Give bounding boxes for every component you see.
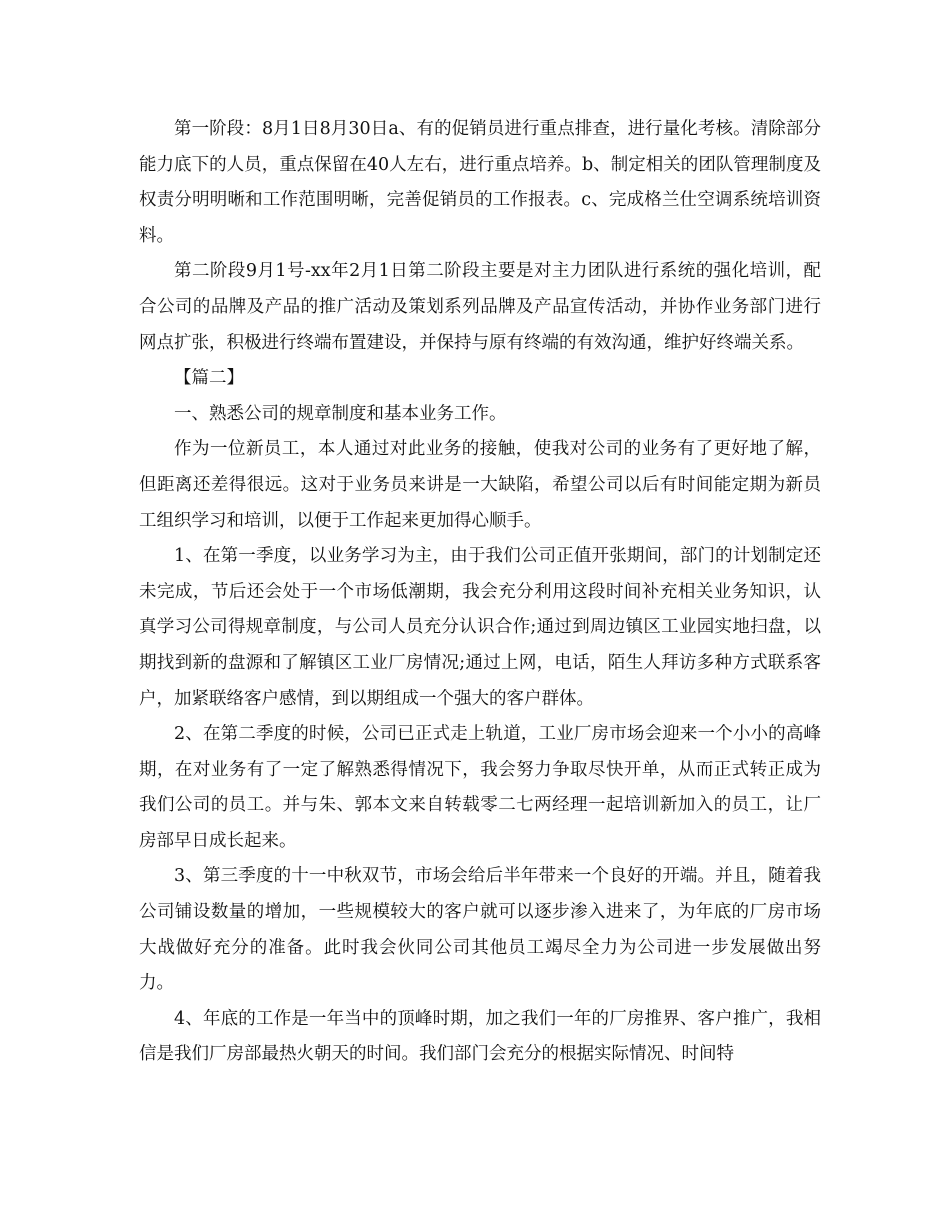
paragraph-stage-one: 第一阶段：8月1日8月30日a、有的促销员进行重点排查，进行量化考核。清除部分能力底下的人员，重点保留在40人左右，进行重点培养。b、制定相关的团队管理制度及权责分明明晰和工作范围明晰，完善促销员的工作报表。c、完成格兰仕空调系统培训资料。 (139, 119, 821, 246)
paragraph-quarter-one: 1、在第一季度，以业务学习为主，由于我们公司正值开张期间，部门的计划制定还未完成，节后还会处于一个市场低潮期，我会充分利用这段时间补充相关业务知识，认真学习公司得规章制度，与公司人员充分认识合作;通过到周边镇区工业园实地扫盘，以期找到新的盘源和了解镇区工业厂房情况;通过上网，电话，陌生人拜访多种方式联系客户，加紧联络客户感情，到以期组成一个强大的客户群体。 (139, 546, 821, 709)
paragraph-quarter-three: 3、第三季度的十一中秋双节，市场会给后半年带来一个良好的开端。并且，随着我公司铺设数量的增加，一些规模较大的客户就可以逐步渗入进来了，为年底的厂房市场大战做好充分的准备。此时我会伙同公司其他员工竭尽全力为公司进一步发展做出努力。 (139, 866, 821, 994)
section-heading: 【篇二】 (174, 368, 244, 389)
paragraph-year-end: 4、年底的工作是一年当中的顶峰时期，加之我们一年的厂房推界、客户推广，我相信是我们厂房部最热火朝天的时间。我们部门会充分的根据实际情况、时间特 (139, 1008, 821, 1065)
paragraph-heading-one: 一、熟悉公司的规章制度和基本业务工作。 (174, 403, 507, 424)
paragraph-quarter-two: 2、在第二季度的时候，公司已正式走上轨道，工业厂房市场会迎来一个小小的高峰期，在对业务有了一定了解熟悉得情况下，我会努力争取尽快开单，从而正式转正成为我们公司的员工。并与朱、郭本文来自转载零二七两经理一起培训新加入的员工，让厂房部早日成长起来。 (139, 724, 821, 851)
document-body (139, 112, 821, 1073)
paragraph-stage-two: 第二阶段9月1号-xx年2月1日第二阶段主要是对主力团队进行系统的强化培训，配合公司的品牌及产品的推广活动及策划系列品牌及产品宣传活动，并协作业务部门进行网点扩张，积极进行终端布置建设，并保持与原有终端的有效沟通，维护好终端关系。 (139, 261, 821, 353)
paragraph-new-employee: 作为一位新员工，本人通过对此业务的接触，使我对公司的业务有了更好地了解，但距离还差得很远。这对于业务员来讲是一大缺陷，希望公司以后有时间能定期为新员工组织学习和培训，以便于工作起来更加得心顺手。 (139, 439, 821, 531)
